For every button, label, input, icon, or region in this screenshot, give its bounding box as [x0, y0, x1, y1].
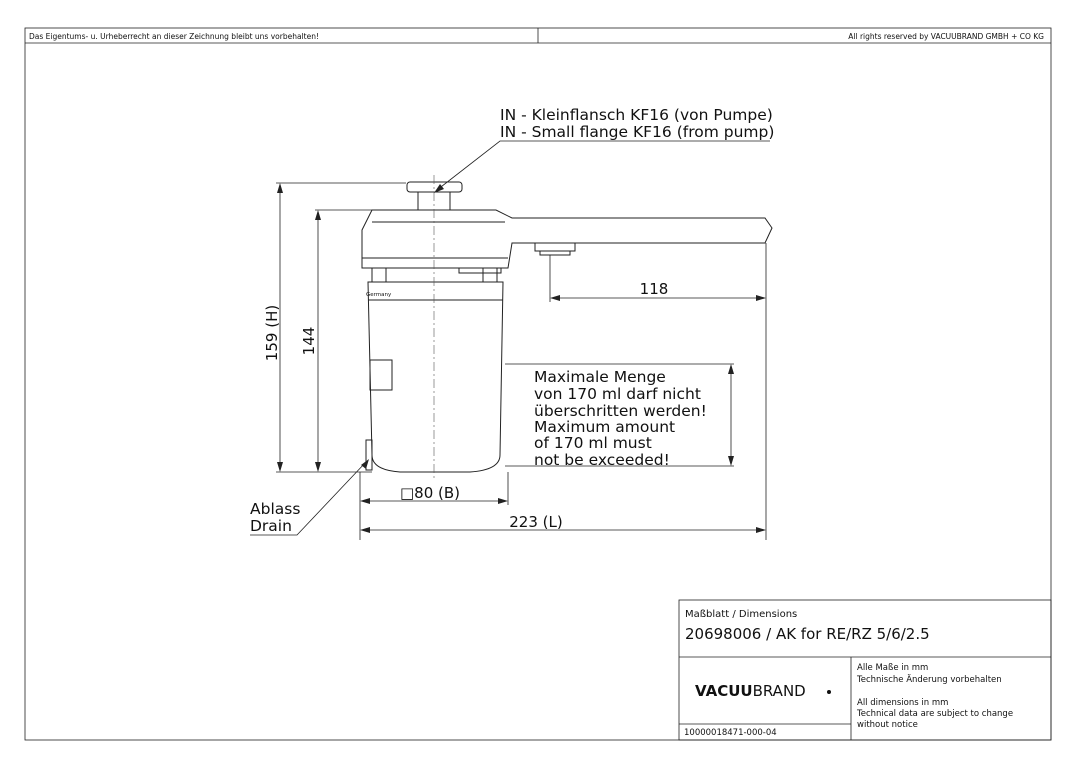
dim-arm-length: 118	[639, 280, 669, 298]
warning-line-6: not be exceeded!	[534, 451, 670, 469]
notes-en-3: without notice	[857, 720, 918, 730]
dim-length-total: 223 (L)	[509, 513, 563, 531]
clip-right	[483, 268, 497, 282]
dim-length-total-arrow-left	[360, 527, 370, 533]
fill-warning	[534, 368, 707, 469]
extension-lines	[276, 183, 766, 540]
inlet-label-en: IN - Small flange KF16 (from pump)	[500, 123, 775, 141]
jar-body	[368, 282, 503, 472]
warning-line-5: of 170 ml must	[534, 434, 652, 452]
fill-level-arrow-top	[728, 364, 734, 374]
dim-height-body: 144	[300, 326, 318, 356]
notes-de-1: Alle Maße in mm	[857, 663, 929, 673]
vacuubrand-logo: VACUUBRAND	[695, 682, 806, 700]
lid-block	[362, 210, 772, 268]
dim-width-arrow-right	[498, 498, 508, 504]
drain-label-en: Drain	[250, 517, 292, 535]
dim-width: □80 (B)	[399, 484, 461, 502]
dim-height-total-arrow-top	[277, 183, 283, 193]
dim-height-total: 159 (H)	[263, 304, 281, 362]
notes-en-1: All dimensions in mm	[857, 698, 949, 708]
drain-leader-arrow	[361, 459, 369, 469]
sheet-type: Maßblatt / Dimensions	[685, 609, 798, 620]
jar-side-boss	[370, 360, 392, 390]
inlet-label-de: IN - Kleinflansch KF16 (von Pumpe)	[500, 106, 773, 124]
fill-level-arrow-bottom	[728, 456, 734, 466]
dim-height-total-arrow-bottom	[277, 462, 283, 472]
dim-height-body-arrow-top	[315, 210, 321, 220]
dim-width-arrow-left	[360, 498, 370, 504]
warning-line-2: von 170 ml darf nicht	[534, 385, 701, 403]
warning-line-4: Maximum amount	[534, 418, 676, 436]
title-block	[679, 600, 1051, 740]
header-right-note: All rights reserved by VACUUBRAND GMBH + CO KG	[848, 32, 1044, 41]
warning-line-3: überschritten werden!	[534, 402, 707, 420]
outlet-stub-lower	[540, 251, 570, 255]
lid-lower-lip	[459, 268, 501, 273]
doc-number: 10000018471-000-04	[684, 728, 777, 738]
dim-height-body-arrow-bottom	[315, 462, 321, 472]
inlet-flange	[407, 182, 462, 192]
header-left-note: Das Eigentums- u. Urheberrecht an dieser Zeichnung bleibt uns vorbehalten!	[29, 32, 319, 41]
notes-en-2: Technical data are subject to change	[857, 709, 1014, 719]
outlet-stub	[535, 243, 575, 251]
logo-dot	[827, 690, 831, 694]
drain-label-de: Ablass	[250, 500, 301, 518]
dim-arm-length-arrow-left	[550, 295, 560, 301]
dim-length-total-arrow-right	[756, 527, 766, 533]
body-mark: Germany	[366, 292, 392, 298]
notes-de-2: Technische Änderung vorbehalten	[857, 675, 1002, 685]
dim-arm-length-arrow-right	[756, 295, 766, 301]
part-title: 20698006 / AK for RE/RZ 5/6/2.5	[685, 625, 930, 643]
inlet-leader	[437, 141, 770, 190]
warning-line-1: Maximale Menge	[534, 368, 666, 386]
clip-left	[372, 268, 386, 282]
